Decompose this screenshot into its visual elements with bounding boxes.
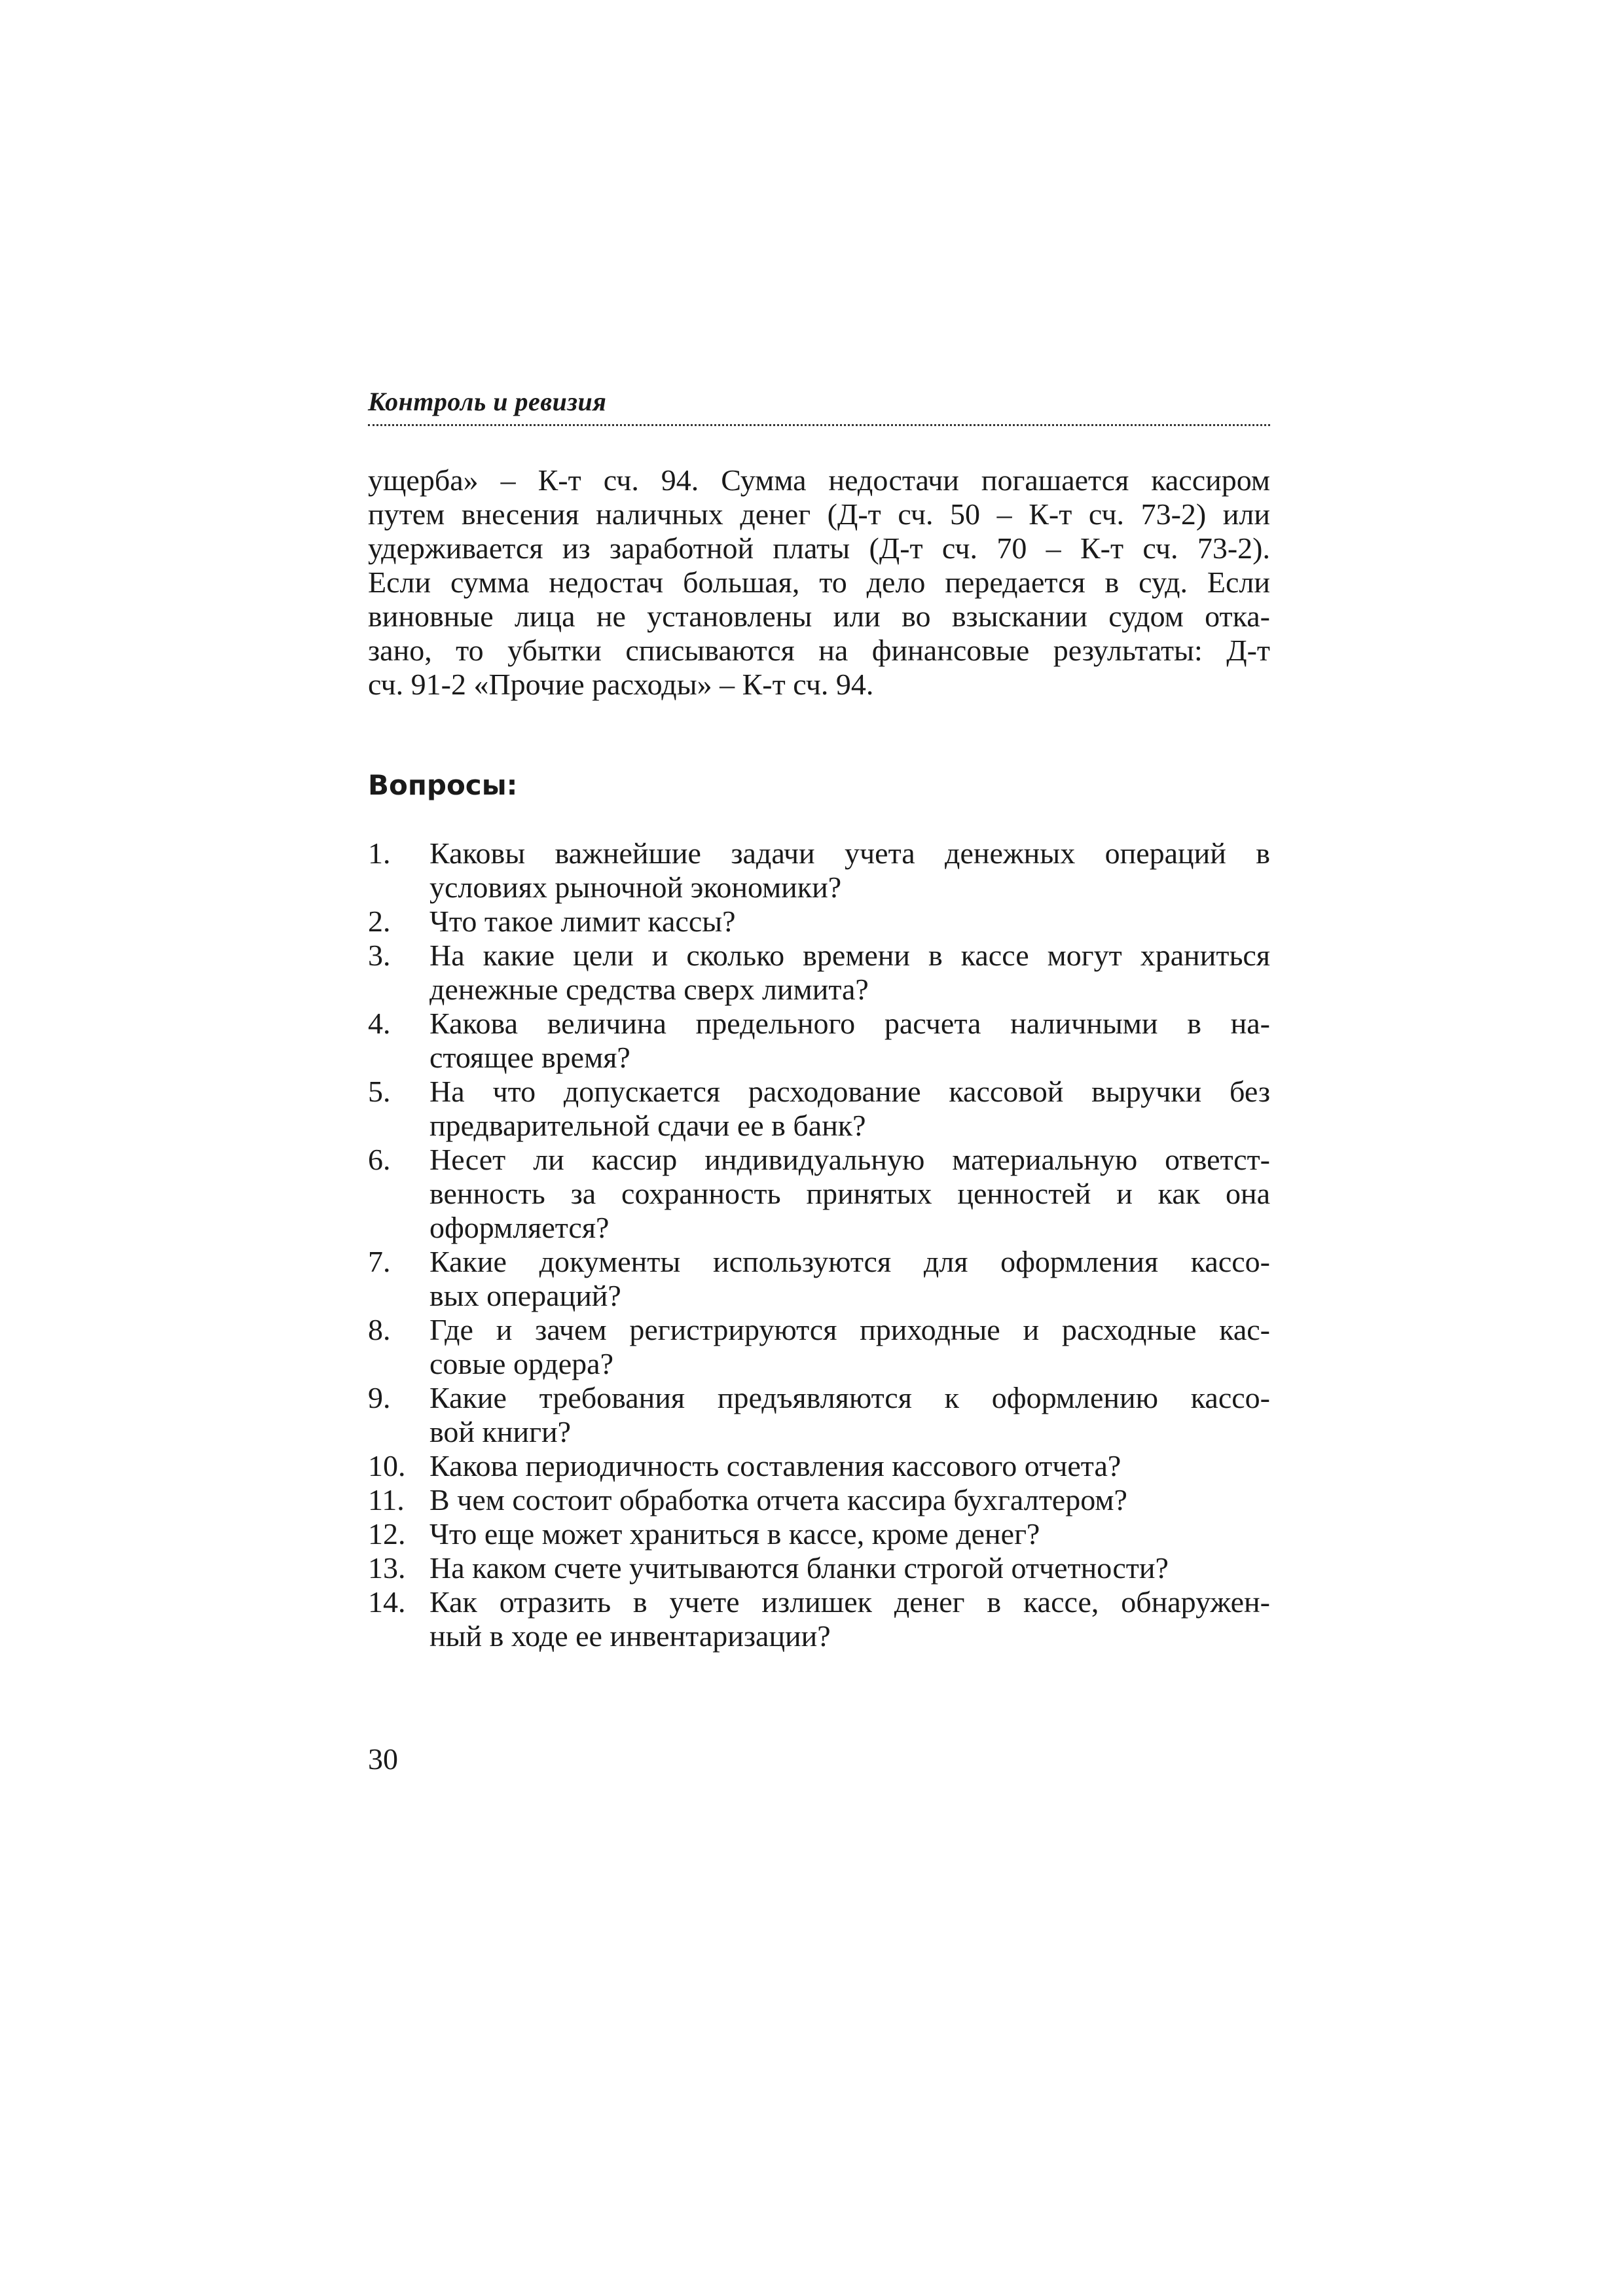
page-number: 30 [368, 1742, 398, 1776]
question-text-line: Какие документы используются для оформления кассо- [429, 1245, 1270, 1278]
body-line: сч. 91-2 «Прочие расходы» – К-т сч. 94. [368, 668, 874, 701]
question-item [368, 1075, 1270, 1143]
question-text-line: На что допускается расходование кассовой выручки без [429, 1075, 1270, 1108]
body-line: зано, то убытки списываются на финансовые результаты: Д-т [368, 634, 1270, 667]
question-text-line: Что такое лимит кассы? [429, 905, 736, 938]
running-header: Контроль и ревизия [368, 387, 607, 416]
question-item [368, 1483, 1270, 1517]
question-text-line: Как отразить в учете излишек денег в кассе, обнаружен- [429, 1585, 1270, 1619]
question-item [368, 836, 1270, 905]
question-text-line: стоящее время? [429, 1041, 630, 1074]
question-text-line: Какова периодичность составления кассового отчета? [429, 1449, 1122, 1482]
body-paragraph [368, 463, 1270, 702]
question-number: 12. [368, 1517, 406, 1551]
question-text-line: ный в ходе ее инвентаризации? [429, 1619, 831, 1653]
questions-heading: Вопросы: [368, 769, 518, 801]
question-item [368, 1585, 1270, 1653]
question-number: 5. [368, 1075, 391, 1108]
question-text-line: В чем состоит обработка отчета кассира бухгалтером? [429, 1483, 1127, 1516]
question-text-line: венность за сохранность принятых ценностей и как она [429, 1177, 1270, 1210]
question-number: 3. [368, 939, 391, 972]
question-number: 11. [368, 1483, 405, 1516]
question-text-line: Несет ли кассир индивидуальную материальную ответст- [429, 1143, 1270, 1176]
question-item [368, 1517, 1270, 1551]
body-line: путем внесения наличных денег (Д-т сч. 50 – К-т сч. 73-2) или [368, 497, 1270, 531]
question-item [368, 1313, 1270, 1381]
question-item [368, 1245, 1270, 1313]
question-item [368, 1007, 1270, 1075]
question-text-line: На какие цели и сколько времени в кассе могут храниться [429, 939, 1270, 972]
question-text-line: совые ордера? [429, 1347, 614, 1380]
question-text-line: вых операций? [429, 1279, 621, 1312]
question-number: 7. [368, 1245, 391, 1278]
question-text-line: вой книги? [429, 1415, 572, 1448]
body-line: ущерба» – К-т сч. 94. Сумма недостачи погашается кассиром [368, 463, 1270, 497]
question-text-line: Какие требования предъявляются к оформлению кассо- [429, 1381, 1270, 1414]
question-number: 8. [368, 1313, 391, 1346]
question-item [368, 1551, 1270, 1585]
questions-list [368, 836, 1270, 1653]
question-text-line: предварительной сдачи ее в банк? [429, 1109, 866, 1142]
question-number: 13. [368, 1551, 406, 1585]
question-text-line: Что еще может храниться в кассе, кроме денег? [429, 1517, 1040, 1551]
question-item [368, 1449, 1270, 1483]
question-number: 9. [368, 1381, 391, 1414]
question-number: 4. [368, 1007, 391, 1040]
question-number: 10. [368, 1449, 406, 1482]
question-number: 1. [368, 836, 391, 870]
question-text-line: Где и зачем регистрируются приходные и расходные кас- [429, 1313, 1270, 1346]
question-number: 6. [368, 1143, 391, 1176]
question-item [368, 939, 1270, 1007]
body-line: удерживается из заработной платы (Д-т сч. 70 – К-т сч. 73-2). [368, 531, 1270, 565]
body-line: виновные лица не установлены или во взыскании судом отка- [368, 600, 1270, 633]
question-item [368, 1143, 1270, 1245]
question-text-line: На каком счете учитываются бланки строгой отчетности? [429, 1551, 1169, 1585]
question-text-line: Какова величина предельного расчета наличными в на- [429, 1007, 1270, 1040]
header-dotted-rule [368, 424, 1270, 426]
question-number: 2. [368, 905, 391, 938]
question-number: 14. [368, 1585, 406, 1619]
question-text-line: Каковы важнейшие задачи учета денежных операций в [429, 836, 1270, 870]
question-item [368, 1381, 1270, 1449]
body-line: Если сумма недостач большая, то дело передается в суд. Если [368, 565, 1270, 599]
question-text-line: оформляется? [429, 1211, 610, 1244]
question-item [368, 905, 1270, 939]
question-text-line: денежные средства сверх лимита? [429, 973, 869, 1006]
question-text-line: условиях рыночной экономики? [429, 870, 842, 904]
